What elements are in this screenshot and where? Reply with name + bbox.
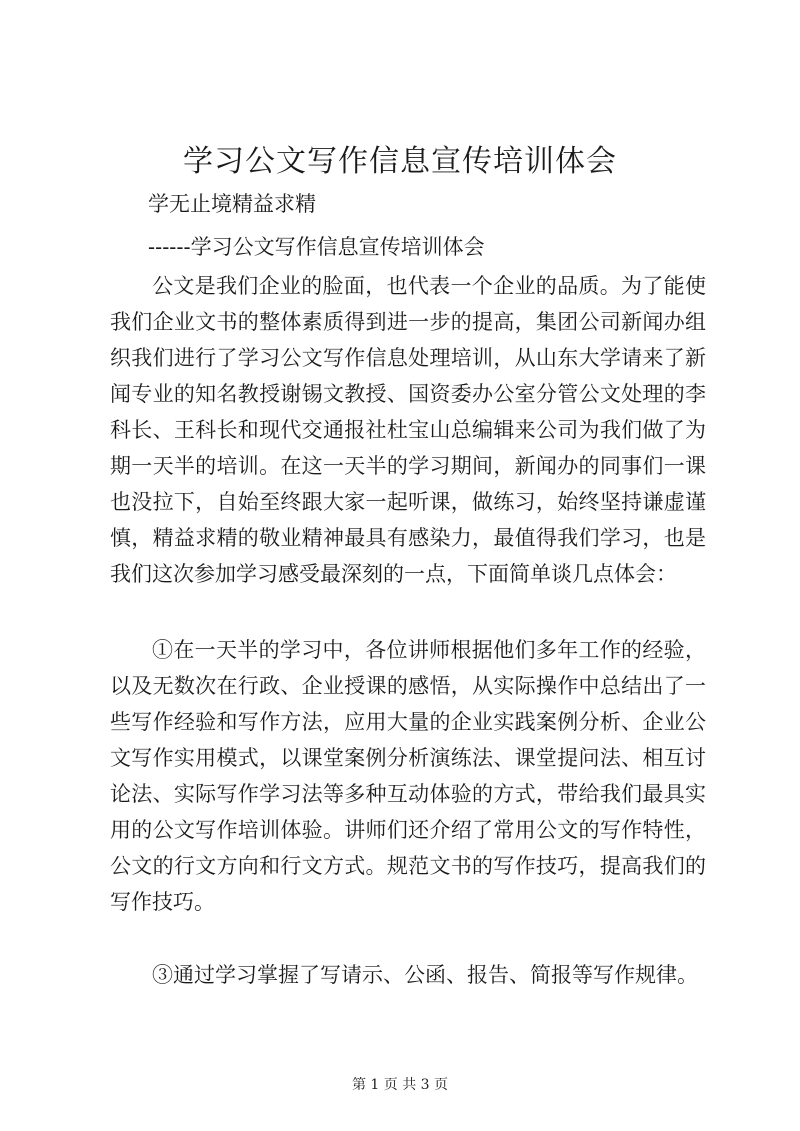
body-paragraph: 公文是我们企业的脸面，也代表一个企业的品质。为了能使我们企业文书的整体素质得到进一步的提高，集团公司新闻办组织我们进行了学习公文写作信息处理培训，从山东大学请来了新闻专业的知名教授谢锡文教授、国资委办公室分管公文处理的李科长、王科长和现代交通报社杜宝山总编辑来公司为我们做了为期一天半的培训。在这一天半的学习期间，新闻办的同事们一课也没拉下，自始至终跟大家一起听课，做练习，始终坚持谦虚谨慎，精益求精的敬业精神最具有感染力，最值得我们学习，也是我们这次参加学习感受最深刻的一点，下面简单谈几点体会： <box>110 274 706 586</box>
body-paragraph: ③通过学习掌握了写请示、公函、报告、简报等写作规律。 <box>152 963 698 987</box>
document-subtitle-secondary: ------学习公文写作信息宣传培训体会 <box>148 235 485 259</box>
page-number-footer: 第 1 页 共 3 页 <box>351 1077 449 1093</box>
body-paragraph: ①在一天半的学习中，各位讲师根据他们多年工作的经验，以及无数次在行政、企业授课的感悟，从实际操作中总结出了一些写作经验和写作方法，应用大量的企业实践案例分析、企业公文写作实用模式，以课堂案例分析演练法、课堂提问法、相互讨论法、实际写作学习法等多种互动体验的方式，带给我们最具实用的公文写作培训体验。讲师们还介绍了常用公文的写作特性，公文的行文方向和行文方式。规范文书的写作技巧，提高我们的写作技巧。 <box>110 638 706 914</box>
document-subtitle: 学无止境精益求精 <box>148 192 316 216</box>
document-title: 学习公文写作信息宣传培训体会 <box>183 144 617 179</box>
